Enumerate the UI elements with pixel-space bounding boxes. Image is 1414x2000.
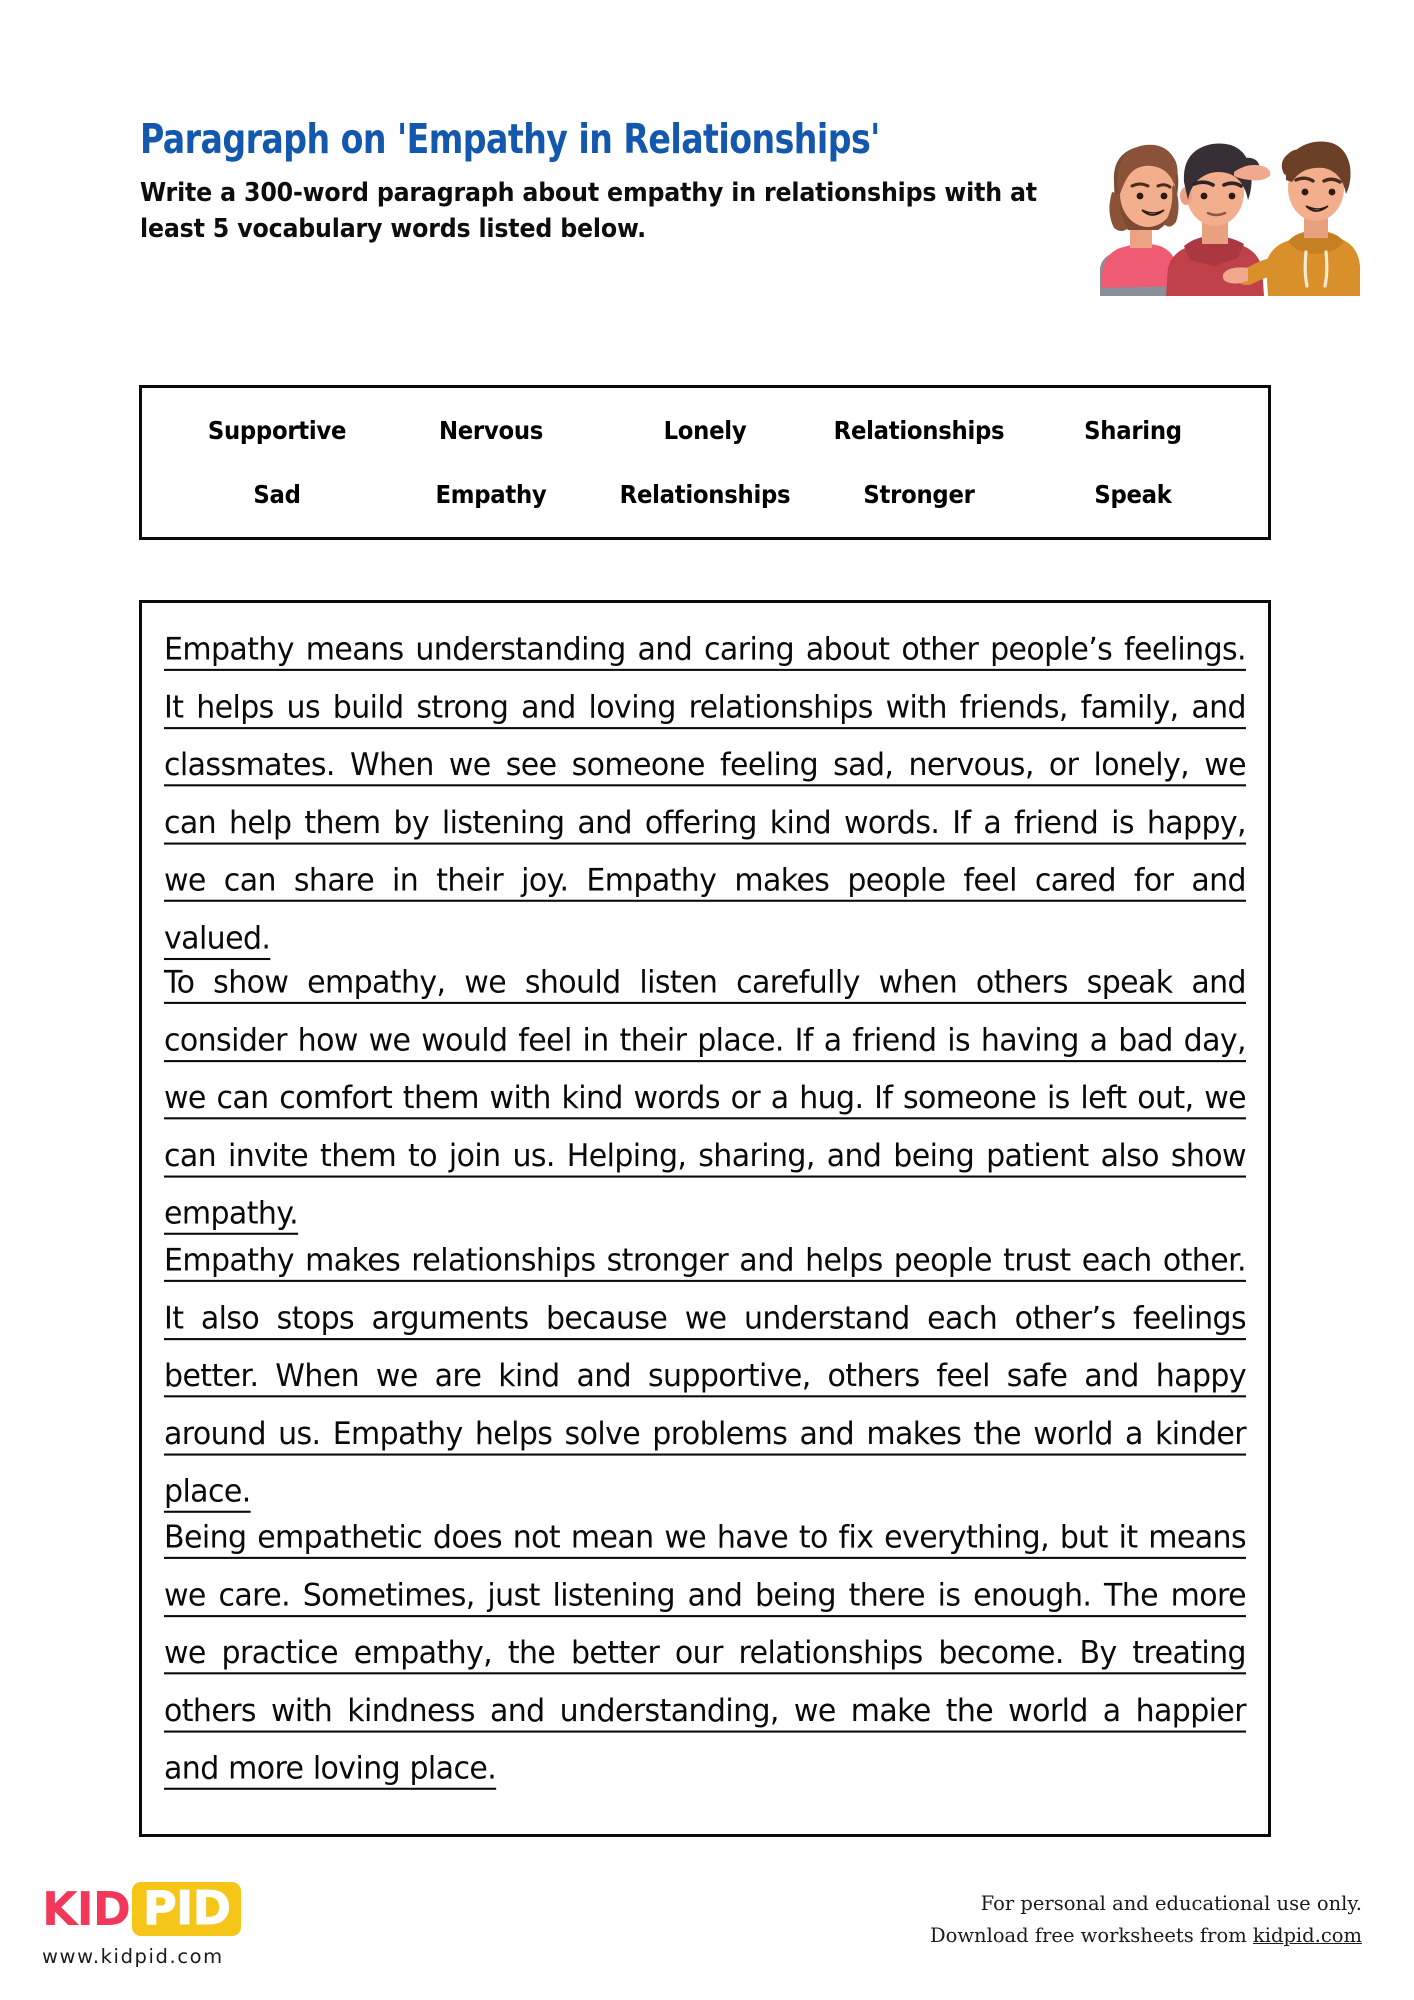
logo-pid-text: PID bbox=[132, 1882, 242, 1936]
vocabulary-word-bank bbox=[139, 385, 1271, 540]
download-note-line bbox=[930, 1920, 1362, 1952]
answer-paragraph: To show empathy, we should listen carefully when others speak and consider how we would feel in their place. If a friend is having a bad day, we can comfort them with kind words or a hug. If someone is left out, we can invite them to join us. Helping, sharing, and being patient also show empathy. bbox=[164, 964, 1246, 1232]
download-note-prefix: Download free worksheets from bbox=[929, 1923, 1253, 1947]
vocabulary-word: Supportive bbox=[207, 416, 347, 445]
three-friends-comforting-illustration bbox=[1062, 96, 1362, 296]
footer-notes bbox=[930, 1888, 1362, 1951]
vocabulary-word: Nervous bbox=[438, 416, 544, 445]
header-text-block bbox=[140, 115, 1070, 247]
answer-writing-area[interactable] bbox=[139, 600, 1271, 1837]
kidpid-logo bbox=[42, 1882, 302, 1968]
answer-paragraph: Empathy means understanding and caring about other people’s feelings. It helps us build strong and loving relationships with friends, family, and classmates. When we see someone feeling sad, nervous, or lonely, we can help them by listening and offering kind words. If a friend is happy, we can share in their joy. Empathy makes people feel cared for and valued. bbox=[164, 631, 1246, 957]
logo-kid-text: KID bbox=[42, 1882, 130, 1936]
instruction-text: Write a 300-word paragraph about empathy in relationships with at least 5 vocabulary words listed below. bbox=[140, 178, 1037, 245]
page-footer bbox=[0, 1860, 1414, 2000]
vocabulary-row bbox=[170, 399, 1240, 463]
vocabulary-word: Stronger bbox=[863, 480, 975, 509]
vocabulary-word: Relationships bbox=[833, 416, 1005, 445]
usage-note-line: For personal and educational use only. bbox=[980, 1892, 1362, 1915]
kidpid-link[interactable]: kidpid.com bbox=[1252, 1923, 1362, 1947]
vocabulary-word: Sad bbox=[253, 480, 301, 509]
logo-mark bbox=[42, 1882, 302, 1936]
vocabulary-word: Empathy bbox=[435, 480, 547, 509]
page-title: Paragraph on 'Empathy in Relationships' bbox=[140, 115, 880, 163]
vocabulary-row bbox=[170, 463, 1240, 527]
vocabulary-word: Speak bbox=[1094, 480, 1172, 509]
vocabulary-word: Sharing bbox=[1084, 416, 1182, 445]
vocabulary-word: Lonely bbox=[663, 416, 747, 445]
worksheet-header bbox=[0, 0, 1414, 330]
answer-paragraph: Being empathetic does not mean we have to fix everything, but it means we care. Sometimes, just listening and being there is enough. The more we practice empathy, the better our relationships become. By treating others with kindness and understanding, we make the world a happier and more loving place. bbox=[164, 1519, 1246, 1787]
site-url-text: www.kidpid.com bbox=[42, 1945, 224, 1968]
vocabulary-word: Relationships bbox=[619, 480, 791, 509]
answer-paragraph: Empathy makes relationships stronger and helps people trust each other. It also stops arguments because we understand each other’s feelings better. When we are kind and supportive, others feel safe and happy around us. Empathy helps solve problems and makes the world a kinder place. bbox=[164, 1241, 1246, 1510]
